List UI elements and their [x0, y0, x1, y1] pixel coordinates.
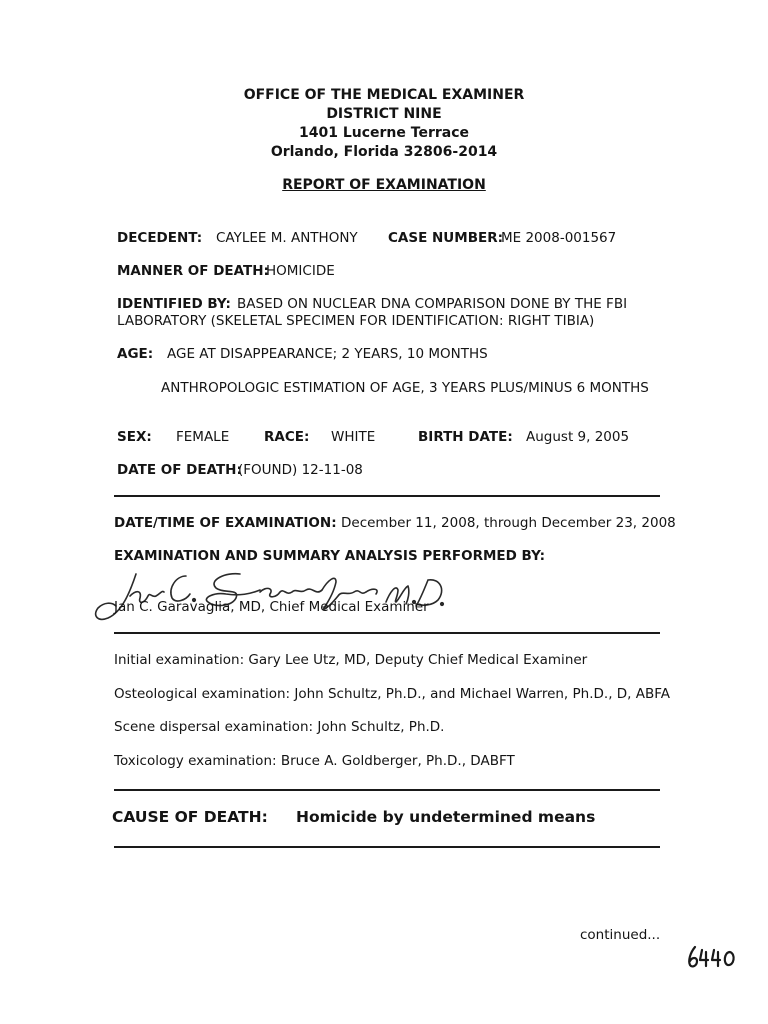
performed-by-label: EXAMINATION AND SUMMARY ANALYSIS PERFORMED BY: — [114, 548, 546, 564]
cause-of-death-label: CAUSE OF DEATH: — [112, 808, 268, 826]
date-of-death-label: DATE OF DEATH: — [117, 462, 242, 478]
scene-dispersal-examination: Scene dispersal examination: John Schultz, Ph.D. — [114, 719, 445, 735]
manner-of-death-value: HOMICIDE — [266, 263, 335, 279]
divider-3 — [114, 789, 660, 791]
exam-datetime-label: DATE/TIME OF EXAMINATION: — [114, 515, 337, 531]
sex-label: SEX: — [117, 429, 152, 445]
osteological-examination: Osteological examination: John Schultz, Ph.D., and Michael Warren, Ph.D., D, ABFA — [114, 686, 671, 702]
street-address: 1401 Lucerne Terrace — [299, 125, 469, 141]
manner-of-death-label: MANNER OF DEATH: — [117, 263, 269, 279]
report-title: REPORT OF EXAMINATION — [282, 177, 486, 193]
continued-note: continued... — [580, 927, 661, 943]
divider-4 — [114, 846, 660, 848]
birth-date-label: BIRTH DATE: — [418, 429, 513, 445]
cause-of-death-value: Homicide by undetermined means — [296, 808, 596, 826]
age-value-line2: ANTHROPOLOGIC ESTIMATION OF AGE, 3 YEARS PLUS/MINUS 6 MONTHS — [161, 380, 649, 396]
date-of-death-value: (FOUND) 12-11-08 — [238, 462, 363, 478]
race-value: WHITE — [331, 429, 376, 445]
identified-by-value-line1: BASED ON NUCLEAR DNA COMPARISON DONE BY THE FBI — [237, 296, 628, 312]
case-number-value: ME 2008-001567 — [501, 230, 617, 246]
initial-examination: Initial examination: Gary Lee Utz, MD, Deputy Chief Medical Examiner — [114, 652, 588, 668]
examiner-name-line: Jan C. Garavaglia, MD, Chief Medical Examiner — [114, 599, 429, 615]
sex-value: FEMALE — [176, 429, 230, 445]
district: DISTRICT NINE — [326, 106, 442, 122]
case-number-label: CASE NUMBER: — [388, 230, 504, 246]
city-state-zip: Orlando, Florida 32806-2014 — [270, 144, 498, 160]
handwritten-page-number — [686, 944, 738, 970]
divider-2 — [114, 632, 660, 634]
decedent-label: DECEDENT: — [117, 230, 203, 246]
identified-by-label: IDENTIFIED BY: — [117, 296, 231, 312]
birth-date-value: August 9, 2005 — [526, 429, 630, 445]
race-label: RACE: — [264, 429, 310, 445]
age-label: AGE: — [117, 346, 154, 362]
toxicology-examination: Toxicology examination: Bruce A. Goldberger, Ph.D., DABFT — [114, 753, 515, 769]
age-value-line1: AGE AT DISAPPEARANCE; 2 YEARS, 10 MONTHS — [167, 346, 488, 362]
office-header — [0, 86, 768, 162]
exam-datetime-value: December 11, 2008, through December 23, 2008 — [341, 515, 676, 531]
divider-1 — [114, 495, 660, 497]
examiner-signature — [90, 562, 450, 626]
office-name: OFFICE OF THE MEDICAL EXAMINER — [243, 87, 525, 103]
identified-by-value-line2: LABORATORY (SKELETAL SPECIMEN FOR IDENTIFICATION: RIGHT TIBIA) — [117, 313, 595, 329]
decedent-value: CAYLEE M. ANTHONY — [216, 230, 358, 246]
